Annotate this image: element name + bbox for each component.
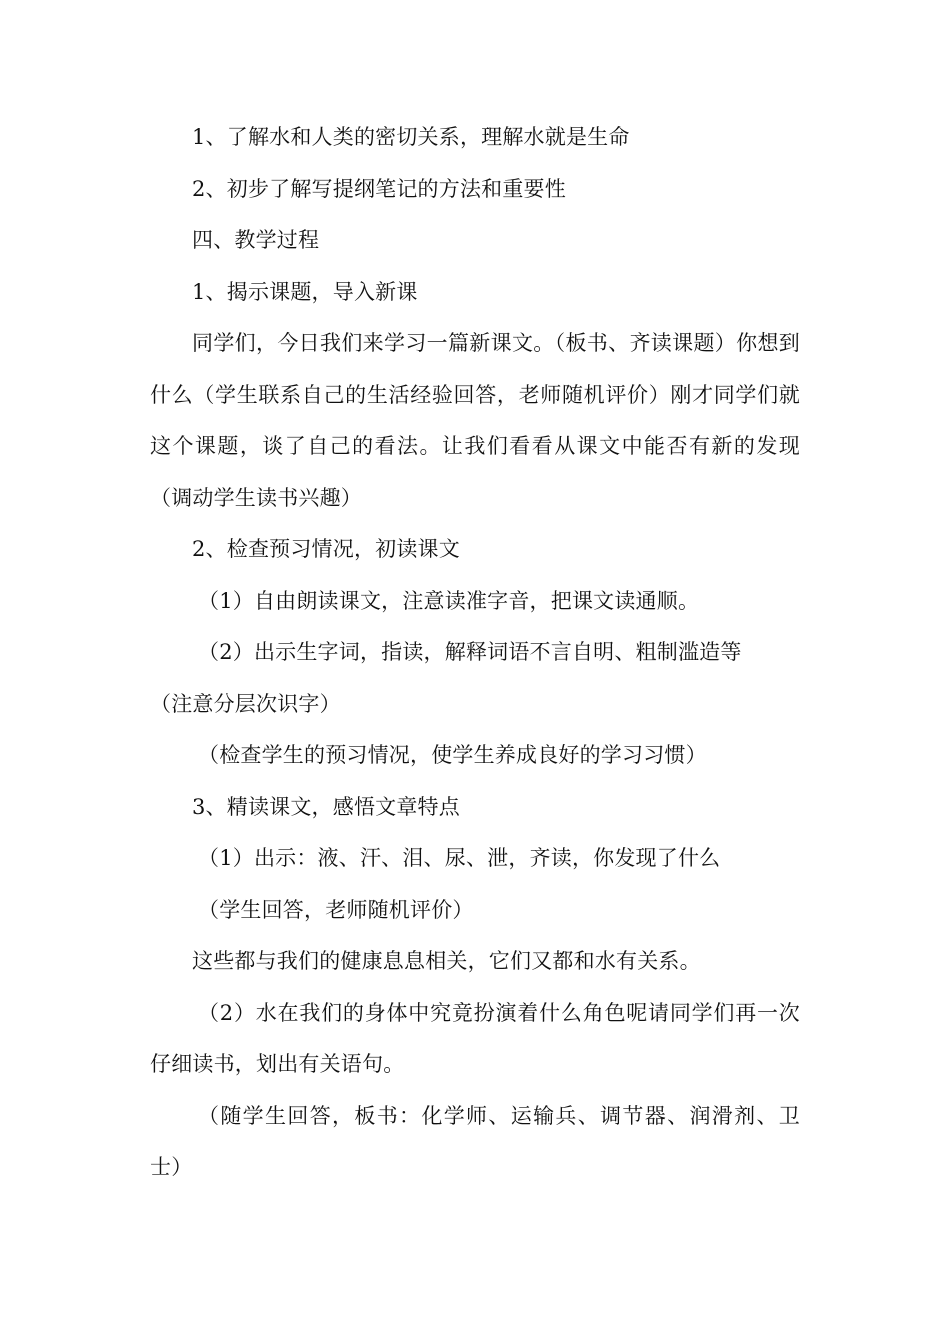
objective-2: 2、初步了解写提纲笔记的方法和重要性 <box>192 176 566 201</box>
step-3-item-2-note: （随学生回答，板书：化学师、运输兵、调节器、润滑剂、卫士） <box>150 1103 800 1179</box>
step-3-item-1: （1）出示：液、汗、泪、尿、泄，齐读，你发现了什么 <box>198 846 721 870</box>
step-3-item-2: （2）水在我们的身体中究竟扮演着什么角色呢请同学们再一次仔细读书，划出有关语句。 <box>150 1000 800 1076</box>
section-heading-teaching-process: 四、教学过程 <box>192 228 320 252</box>
step-3-body: 这些都与我们的健康息息相关，它们又都和水有关系。 <box>192 949 701 973</box>
step-2-item-2-note: （注意分层次识字） <box>150 691 341 716</box>
step-1-heading: 1、揭示课题，导入新课 <box>192 279 418 304</box>
document-body <box>150 112 800 1194</box>
step-2-item-1: （1）自由朗读课文，注意读准字音，把课文读通顺。 <box>198 588 700 613</box>
step-2-heading: 2、检查预习情况，初读课文 <box>192 537 460 561</box>
step-3-heading: 3、精读课文，感悟文章特点 <box>192 794 460 819</box>
objective-1: 1、了解水和人类的密切关系，理解水就是生命 <box>192 125 630 149</box>
step-1-body: 同学们，今日我们来学习一篇新课文。（板书、齐读课题）你想到什么（学生联系自己的生活经验回答，老师随机评价）刚才同学们就这个课题，谈了自己的看法。让我们看看从课文中能否有新的发现（调动学生读书兴趣） <box>150 331 800 510</box>
step-2-remark: （检查学生的预习情况，使学生养成良好的学习习惯） <box>198 743 707 767</box>
step-2-item-2: （2）出示生字词，指读，解释词语不言自明、粗制滥造等 <box>198 640 742 664</box>
step-3-item-1-note: （学生回答，老师随机评价） <box>198 897 474 922</box>
